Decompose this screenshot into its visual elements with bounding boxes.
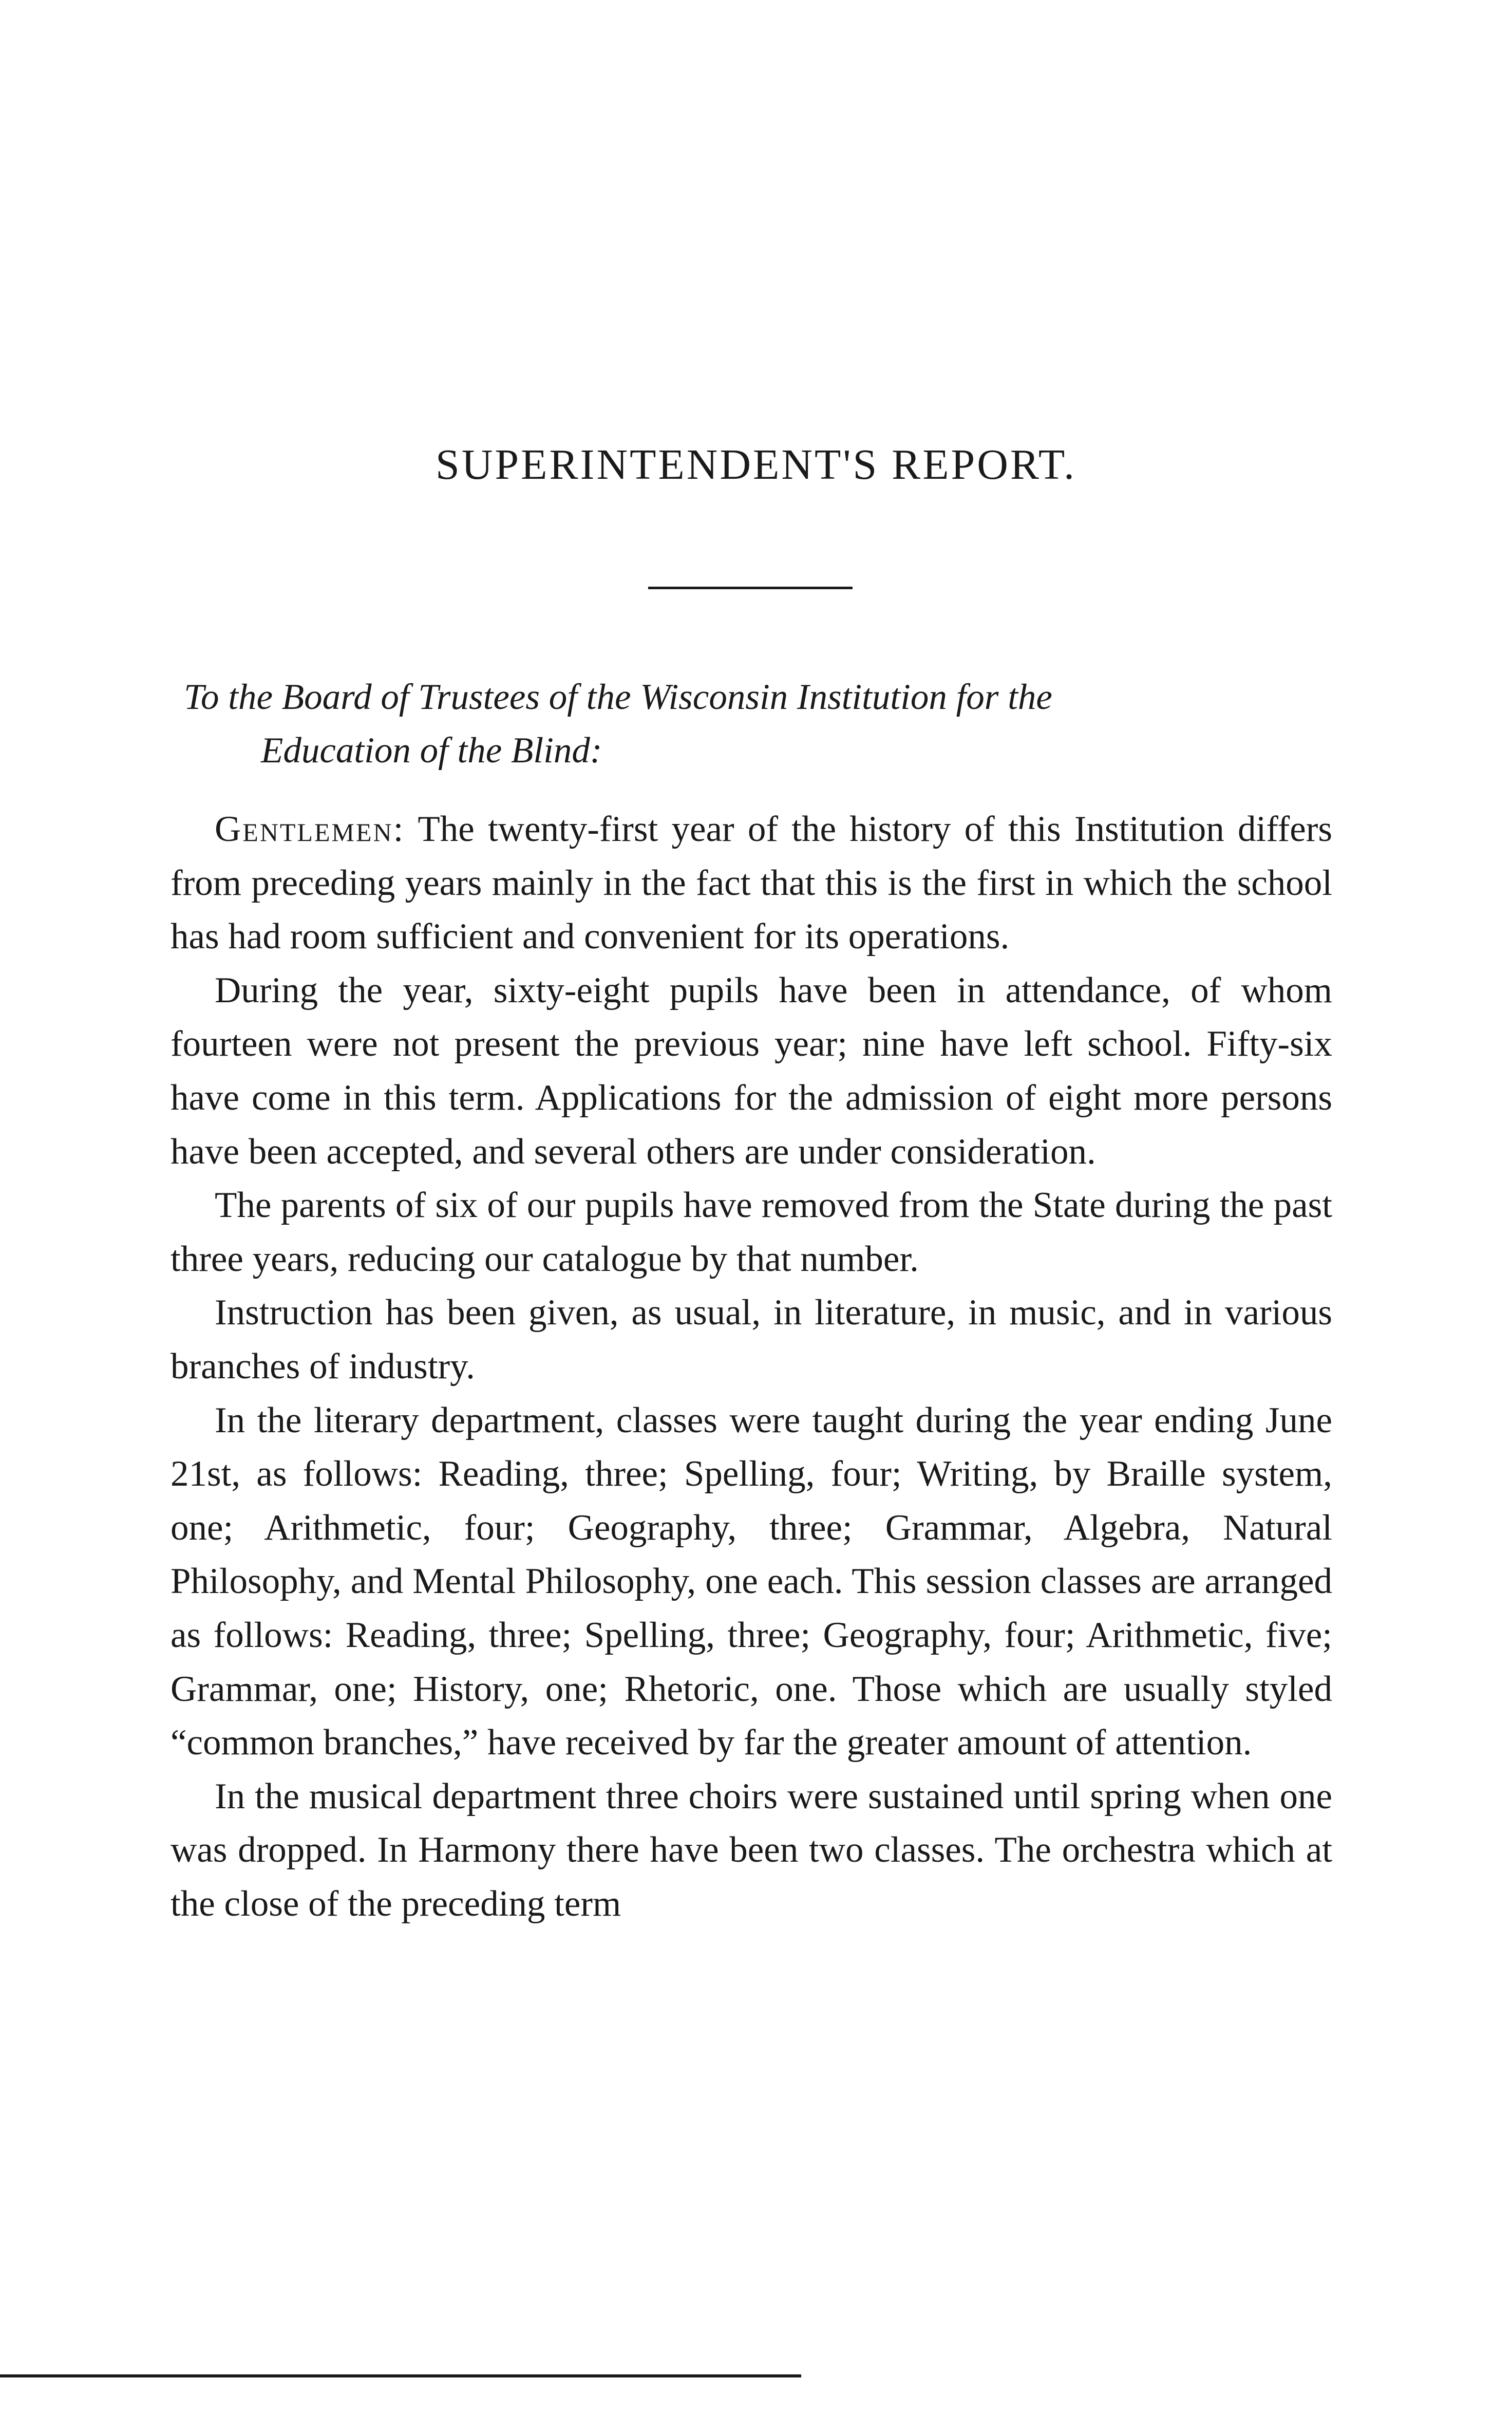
- paragraph: During the year, sixty-eight pupils have been in attendance, of whom fourteen were not present the previous year; nine have left school. Fifty-six have come in this term. Applications for the admission of eight more persons have been accepted, and several others are under consideration.: [171, 970, 1332, 1172]
- salutation-line-2: Education of the Blind:: [261, 730, 602, 771]
- greeting: Gentlemen:: [215, 809, 405, 849]
- salutation-line-1: To the Board of Trustees of the Wisconsin Institution for the: [184, 677, 1052, 717]
- report-body: [171, 802, 1332, 1931]
- page-title: SUPERINTENDENT'S REPORT.: [436, 441, 1076, 489]
- paragraph-text: The twenty-first year of the history of this Institution differs from preceding years mainly in the fact that this is the first in which the school has had room sufficient and convenient for its operations.: [171, 809, 1332, 957]
- salutation: [184, 670, 1334, 777]
- footer-rule: [0, 2374, 801, 2377]
- paragraph: In the literary department, classes were taught during the year ending June 21st, as follows: Reading, three; Spelling, four; Writing, by Braille system, one; Arithmetic, four; Geography, three; Grammar, Algebra, Natural Philosophy, and Mental Philosophy, one each. This session classes are arranged as follows: Reading, three; Spelling, three; Geography, four; Arithmetic, five; Grammar, one; History, one; Rhetoric, one. Those which are usually styled “common branches,” have received by far the greater amount of attention.: [171, 1400, 1332, 1763]
- paragraph: Instruction has been given, as usual, in literature, in music, and in various branches of industry.: [171, 1293, 1332, 1387]
- title-divider: [648, 587, 853, 589]
- paragraph: [171, 802, 1332, 964]
- paragraph: The parents of six of our pupils have removed from the State during the past three years, reducing our catalogue by that number.: [171, 1185, 1332, 1279]
- paragraph: In the musical department three choirs were sustained until spring when one was dropped. In Harmony there have been two classes. The orchestra which at the close of the preceding term: [171, 1776, 1332, 1924]
